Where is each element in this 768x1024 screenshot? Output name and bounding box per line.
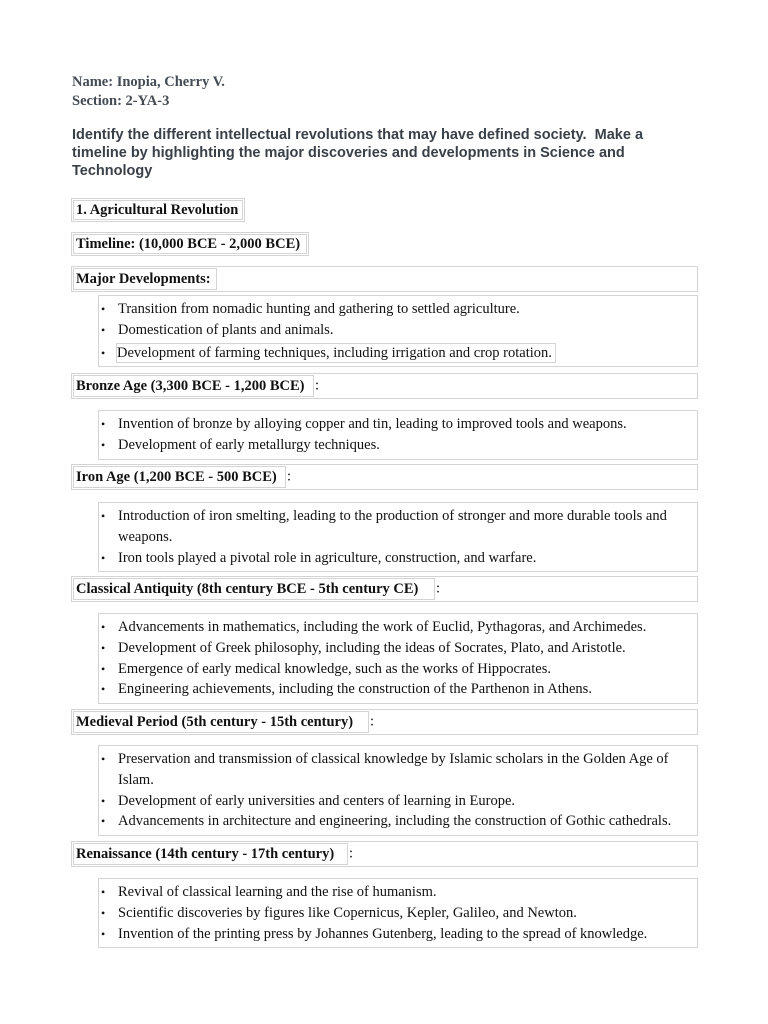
major-developments-label: Major Developments: [73, 268, 217, 290]
medieval-list [98, 745, 698, 836]
iron-colon: : [287, 468, 292, 485]
classical-colon: : [436, 580, 441, 597]
agricultural-title: 1. Agricultural Revolution [73, 200, 243, 220]
list-item: • Engineering achievements, including the construction of the Parthenon in Athens. [99, 679, 693, 700]
agricultural-list [98, 295, 698, 367]
bullet-icon: • [101, 322, 106, 337]
list-item: • Development of farming techniques, including irrigation and crop rotation. [99, 343, 693, 364]
medieval-colon: : [370, 713, 375, 730]
list-item: • Iron tools played a pivotal role in agriculture, construction, and warfare. [99, 548, 693, 569]
iron-list [98, 502, 698, 572]
major-developments-box [71, 266, 698, 292]
bullet-icon: • [101, 640, 106, 655]
instructions-text: Identify the different intellectual revolutions that may have defined society. Make a timeline by highlighting the major discoveries and developments in Science and Technology [72, 127, 648, 179]
renaissance-title-box [71, 841, 698, 867]
list-item: • Development of Greek philosophy, including the ideas of Socrates, Plato, and Aristotle. [99, 638, 693, 659]
bullet-icon: • [101, 509, 106, 523]
agricultural-title-box [71, 198, 245, 222]
list-item: • Scientific discoveries by figures like Copernicus, Kepler, Galileo, and Newton. [99, 903, 693, 924]
bullet-icon: • [101, 417, 106, 431]
list-item: • Preservation and transmission of classical knowledge by Islamic scholars in the Golden Age of Islam. [101, 751, 669, 788]
list-item: • Development of early metallurgy techniques. [99, 435, 693, 456]
bronze-title-box [71, 373, 698, 399]
bronze-list [98, 410, 698, 460]
agricultural-timeline: Timeline: (10,000 BCE - 2,000 BCE) [73, 234, 307, 254]
renaissance-title: Renaissance (14th century - 17th century) [73, 843, 348, 865]
list-item: • Advancements in architecture and engineering, including the construction of Gothic cathedrals. [99, 811, 693, 832]
bullet-icon: • [101, 661, 106, 676]
renaissance-colon: : [349, 845, 354, 862]
list-item: • Introduction of iron smelting, leading to the production of stronger and more durable tools and weapons. [101, 508, 667, 545]
list-item: • Revival of classical learning and the rise of humanism. [99, 882, 693, 903]
bullet-icon: • [101, 302, 106, 316]
medieval-title: Medieval Period (5th century - 15th century) [73, 711, 369, 733]
iron-title-box [71, 464, 698, 490]
renaissance-list [98, 878, 698, 948]
list-item: • Invention of the printing press by Johannes Gutenberg, leading to the spread of knowledge. [99, 924, 693, 945]
bronze-title: Bronze Age (3,300 BCE - 1,200 BCE) [73, 375, 314, 397]
classical-title: Classical Antiquity (8th century BCE - 5th century CE) [73, 578, 435, 600]
list-item: • Domestication of plants and animals. [99, 320, 693, 341]
list-item: • Invention of bronze by alloying copper and tin, leading to improved tools and weapons. [99, 414, 693, 435]
list-item: • Transition from nomadic hunting and gathering to settled agriculture. [99, 299, 693, 320]
classical-list [98, 613, 698, 704]
student-section: Section: 2-YA-3 [72, 93, 170, 109]
bullet-icon: • [101, 437, 106, 452]
bullet-icon: • [101, 885, 106, 899]
list-item: • Advancements in mathematics, including the work of Euclid, Pythagoras, and Archimedes. [99, 617, 693, 638]
bullet-icon: • [101, 345, 106, 360]
student-name: Name: Inopia, Cherry V. [72, 74, 225, 90]
bullet-icon: • [101, 620, 106, 634]
bullet-icon: • [101, 550, 106, 565]
bullet-icon: • [101, 926, 106, 941]
classical-title-box [71, 576, 698, 602]
medieval-title-box [71, 709, 698, 735]
iron-title: Iron Age (1,200 BCE - 500 BCE) [73, 466, 286, 488]
list-item: • Development of early universities and centers of learning in Europe. [99, 791, 693, 812]
agricultural-timeline-box [71, 232, 309, 256]
bullet-icon: • [101, 682, 106, 697]
bullet-icon: • [101, 752, 106, 766]
bullet-icon: • [101, 905, 106, 920]
bullet-icon: • [101, 814, 106, 829]
bronze-colon: : [315, 377, 320, 394]
list-item: • Emergence of early medical knowledge, such as the works of Hippocrates. [99, 659, 693, 680]
bullet-icon: • [101, 793, 106, 808]
